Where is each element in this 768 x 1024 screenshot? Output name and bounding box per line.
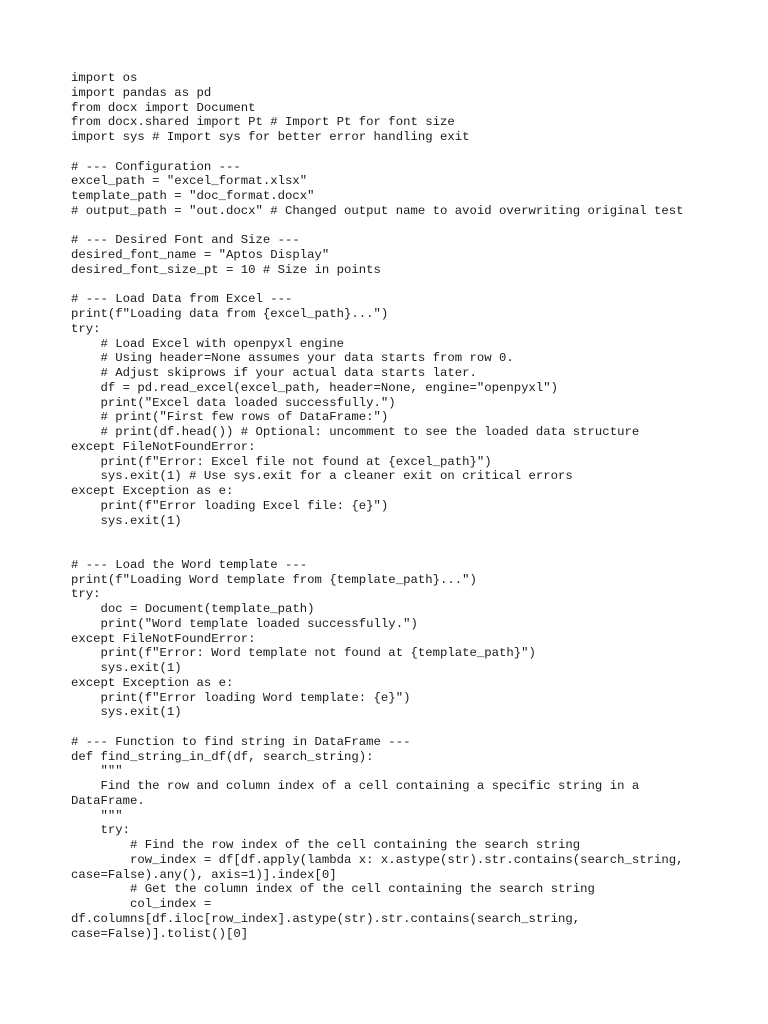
code-line: Find the row and column index of a cell containing a specific string in a bbox=[71, 779, 640, 793]
code-line: # Adjust skiprows if your actual data starts later. bbox=[71, 366, 477, 380]
code-line: # Get the column index of the cell containing the search string bbox=[71, 882, 595, 897]
code-line bbox=[71, 543, 751, 558]
code-line: print(f"Loading data from {excel_path}...") bbox=[71, 307, 389, 321]
code-line: desired_font_size_pt = 10 # Size in points bbox=[71, 262, 381, 277]
code-line bbox=[71, 219, 751, 234]
code-line: sys.exit(1) bbox=[71, 705, 182, 720]
code-line: """ bbox=[71, 764, 123, 779]
code-line: # --- Load Data from Excel --- bbox=[71, 292, 293, 307]
code-line: except Exception as e: bbox=[71, 484, 234, 498]
code-line: df = pd.read_excel(excel_path, header=None, engine="openpyxl") bbox=[71, 380, 559, 395]
code-line: # print("First few rows of DataFrame:") bbox=[71, 410, 389, 425]
code-line: # --- Function to find string in DataFrame --- bbox=[71, 734, 411, 749]
code-line: try: bbox=[71, 823, 131, 838]
code-line: # Load Excel with openpyxl engine bbox=[71, 336, 345, 351]
code-line bbox=[71, 528, 751, 543]
code-line: desired_font_name = "Aptos Display" bbox=[71, 248, 330, 262]
code-line: sys.exit(1) bbox=[71, 513, 182, 528]
code-line: df.columns[df.iloc[row_index].astype(str).str.contains(search_string, bbox=[71, 911, 581, 926]
code-line: sys.exit(1) # Use sys.exit for a cleaner exit on critical errors bbox=[71, 469, 573, 484]
code-line: try: bbox=[71, 321, 101, 336]
code-line: excel_path = "excel_format.xlsx" bbox=[71, 174, 308, 189]
code-line: # --- Configuration --- bbox=[71, 159, 241, 174]
code-line: from docx import Document bbox=[71, 100, 256, 115]
code-line: except FileNotFoundError: bbox=[71, 631, 256, 646]
code-line: print(f"Error: Excel file not found at {excel_path}") bbox=[71, 454, 492, 469]
code-line: col_index = bbox=[71, 897, 212, 911]
code-line: # --- Desired Font and Size --- bbox=[71, 233, 300, 248]
code-line: """ bbox=[71, 808, 123, 823]
code-line: except FileNotFoundError: bbox=[71, 439, 256, 454]
code-line: print(f"Error loading Excel file: {e}") bbox=[71, 498, 389, 513]
code-line: # print(df.head()) # Optional: uncomment to see the loaded data structure bbox=[71, 425, 640, 439]
code-line: print("Excel data loaded successfully.") bbox=[71, 395, 396, 410]
code-line: print(f"Error: Word template not found at {template_path}") bbox=[71, 646, 536, 661]
code-line: case=False).any(), axis=1)].index[0] bbox=[71, 867, 337, 882]
code-line: print(f"Error loading Word template: {e}") bbox=[71, 690, 411, 705]
code-line: print("Word template loaded successfully.") bbox=[71, 616, 418, 631]
code-line: # output_path = "out.docx" # Changed output name to avoid overwriting original test bbox=[71, 203, 684, 218]
code-line: sys.exit(1) bbox=[71, 661, 182, 675]
code-line: # Find the row index of the cell containing the search string bbox=[71, 838, 581, 852]
code-line: doc = Document(template_path) bbox=[71, 602, 315, 616]
code-line: case=False)].tolist()[0] bbox=[71, 926, 249, 941]
code-line: import pandas as pd bbox=[71, 85, 212, 100]
code-block bbox=[71, 71, 751, 941]
code-line: from docx.shared import Pt # Import Pt for font size bbox=[71, 115, 455, 130]
code-line bbox=[71, 145, 751, 160]
code-line: def find_string_in_df(df, search_string): bbox=[71, 749, 374, 764]
code-line: try: bbox=[71, 587, 101, 602]
code-line: DataFrame. bbox=[71, 793, 145, 808]
code-line: row_index = df[df.apply(lambda x: x.astype(str).str.contains(search_string, bbox=[71, 852, 684, 867]
code-line: # Using header=None assumes your data starts from row 0. bbox=[71, 351, 514, 366]
code-line: import sys # Import sys for better error handling exit bbox=[71, 130, 470, 144]
code-line: import os bbox=[71, 71, 138, 85]
code-line: except Exception as e: bbox=[71, 675, 234, 690]
code-line bbox=[71, 720, 751, 735]
code-line: template_path = "doc_format.docx" bbox=[71, 189, 315, 203]
code-line: print(f"Loading Word template from {template_path}...") bbox=[71, 572, 477, 587]
code-line bbox=[71, 278, 751, 293]
code-line: # --- Load the Word template --- bbox=[71, 557, 308, 572]
